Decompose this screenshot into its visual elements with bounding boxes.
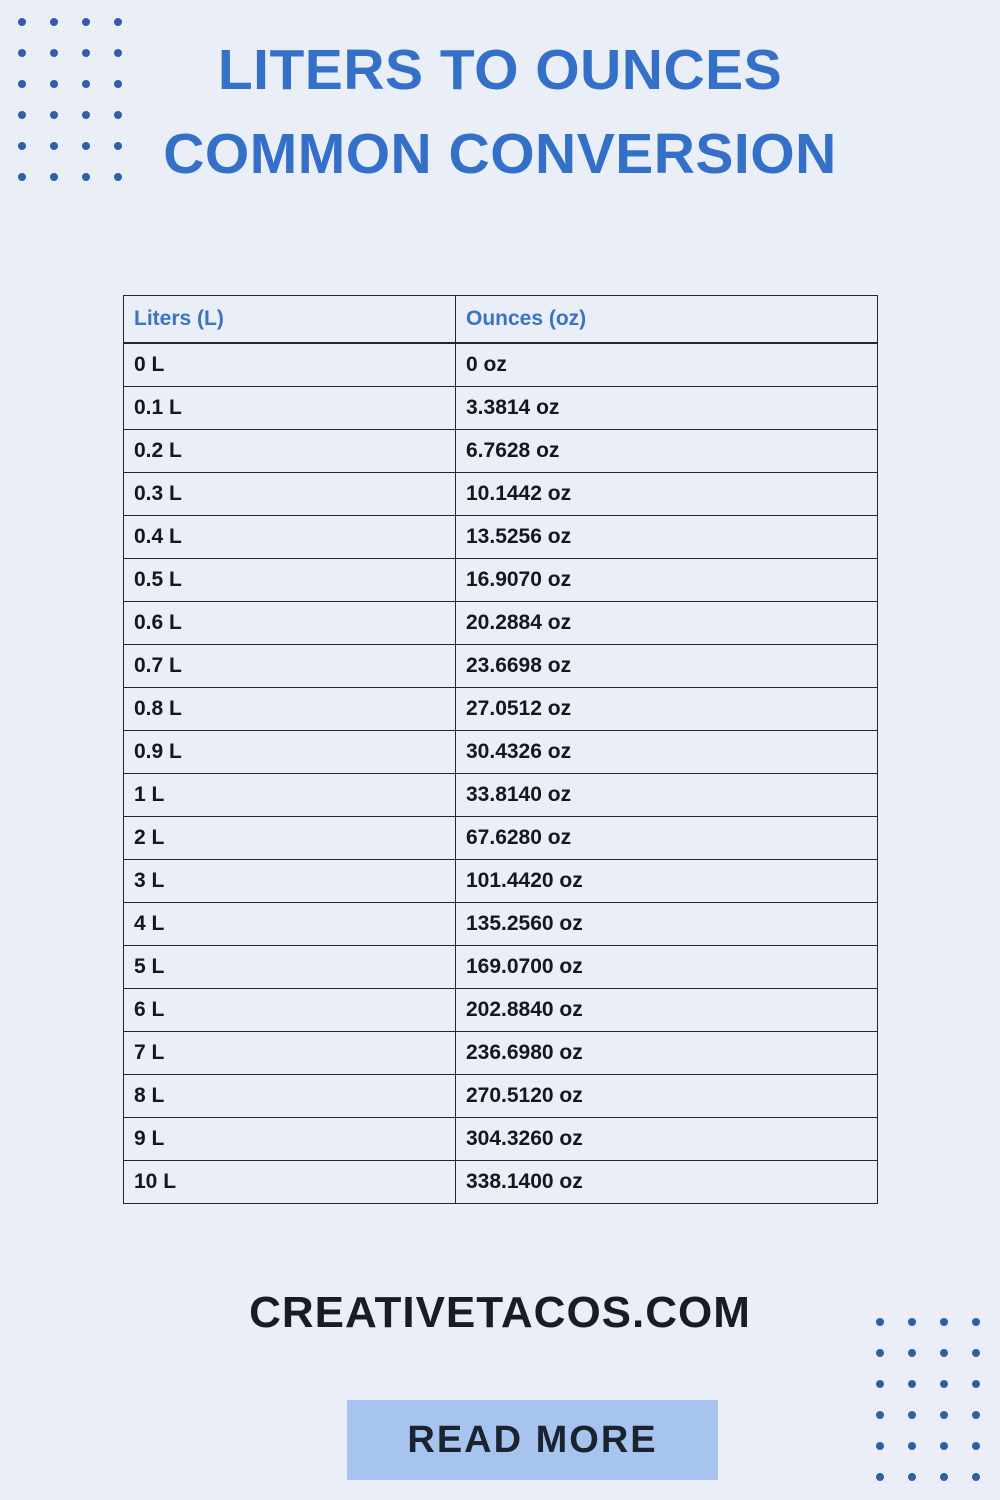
liters-cell: 0.4 L [124, 516, 456, 559]
ounces-cell: 27.0512 oz [456, 688, 878, 731]
ounces-cell: 338.1400 oz [456, 1161, 878, 1204]
liters-cell: 0.8 L [124, 688, 456, 731]
ounces-cell: 304.3260 oz [456, 1118, 878, 1161]
page-title [0, 28, 1000, 196]
liters-cell: 10 L [124, 1161, 456, 1204]
ounces-cell: 236.6980 oz [456, 1032, 878, 1075]
ounces-cell: 101.4420 oz [456, 860, 878, 903]
table-row [124, 387, 878, 430]
page-title-line1: LITERS TO OUNCES [217, 38, 783, 102]
ounces-cell: 169.0700 oz [456, 946, 878, 989]
table-row [124, 1075, 878, 1118]
table-row [124, 1161, 878, 1204]
liters-cell: 2 L [124, 817, 456, 860]
table-row [124, 817, 878, 860]
table-row [124, 989, 878, 1032]
ounces-cell: 20.2884 oz [456, 602, 878, 645]
table-row [124, 903, 878, 946]
dot-grid-bottom-right-icon [876, 1318, 982, 1484]
table-row [124, 430, 878, 473]
conversion-table [123, 295, 878, 1204]
liters-cell: 1 L [124, 774, 456, 817]
ounces-cell: 16.9070 oz [456, 559, 878, 602]
ounces-cell: 0 oz [456, 343, 878, 387]
liters-column-header: Liters (L) [124, 296, 456, 344]
liters-cell: 0.7 L [124, 645, 456, 688]
ounces-column-header: Ounces (oz) [456, 296, 878, 344]
conversion-table-body [124, 343, 878, 1204]
table-row [124, 559, 878, 602]
liters-cell: 5 L [124, 946, 456, 989]
table-row [124, 602, 878, 645]
liters-cell: 0.1 L [124, 387, 456, 430]
table-row [124, 731, 878, 774]
liters-cell: 0.3 L [124, 473, 456, 516]
liters-cell: 3 L [124, 860, 456, 903]
liters-cell: 0.6 L [124, 602, 456, 645]
ounces-cell: 3.3814 oz [456, 387, 878, 430]
liters-cell: 8 L [124, 1075, 456, 1118]
table-row [124, 645, 878, 688]
table-header-row [124, 296, 878, 344]
ounces-cell: 33.8140 oz [456, 774, 878, 817]
ounces-cell: 270.5120 oz [456, 1075, 878, 1118]
ounces-cell: 67.6280 oz [456, 817, 878, 860]
website-text: CREATIVETACOS.COM [249, 1288, 751, 1337]
page-title-line2: COMMON CONVERSION [163, 122, 837, 186]
table-row [124, 516, 878, 559]
table-row [124, 774, 878, 817]
ounces-cell: 6.7628 oz [456, 430, 878, 473]
table-row [124, 946, 878, 989]
liters-cell: 0 L [124, 343, 456, 387]
ounces-cell: 30.4326 oz [456, 731, 878, 774]
table-row [124, 860, 878, 903]
ounces-cell: 135.2560 oz [456, 903, 878, 946]
table-row [124, 688, 878, 731]
ounces-cell: 202.8840 oz [456, 989, 878, 1032]
table-row [124, 473, 878, 516]
liters-cell: 9 L [124, 1118, 456, 1161]
ounces-cell: 10.1442 oz [456, 473, 878, 516]
liters-cell: 0.9 L [124, 731, 456, 774]
table-row [124, 343, 878, 387]
liters-cell: 6 L [124, 989, 456, 1032]
table-row [124, 1118, 878, 1161]
liters-cell: 0.2 L [124, 430, 456, 473]
ounces-cell: 13.5256 oz [456, 516, 878, 559]
ounces-cell: 23.6698 oz [456, 645, 878, 688]
table-row [124, 1032, 878, 1075]
liters-cell: 7 L [124, 1032, 456, 1075]
liters-cell: 4 L [124, 903, 456, 946]
read-more-button[interactable]: READ MORE [347, 1400, 718, 1480]
liters-cell: 0.5 L [124, 559, 456, 602]
